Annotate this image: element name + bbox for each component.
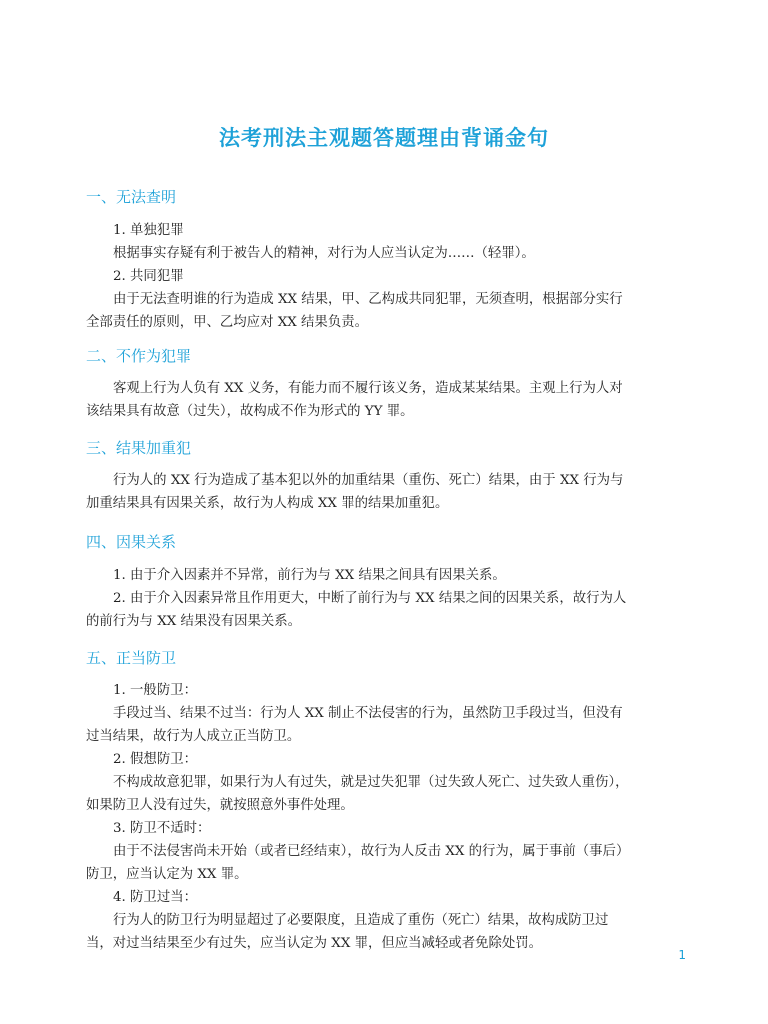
section-5-line-2: 手段过当、结果不过当：行为人 XX 制止不法侵害的行为，虽然防卫手段过当，但没有 (113, 706, 623, 721)
section-5-line-6: 如果防卫人没有过失，就按照意外事件处理。 (86, 798, 354, 813)
section-5-line-11: 行为人的防卫行为明显超过了必要限度，且造成了重伤（死亡）结果，故构成防卫过 (113, 913, 609, 928)
section-1-line-5: 全部责任的原则，甲、乙均应对 XX 结果负责。 (86, 315, 368, 330)
section-heading-3: 三、结果加重犯 (86, 439, 192, 457)
section-1-line-4: 由于无法查明谁的行为造成 XX 结果，甲、乙构成共同犯罪，无须查明，根据部分实行 (113, 292, 623, 307)
section-5-line-3: 过当结果，故行为人成立正当防卫。 (86, 729, 301, 744)
section-heading-5: 五、正当防卫 (86, 649, 177, 667)
section-1-line-2: 根据事实存疑有利于被告人的精神，对行为人应当认定为……（轻罪）。 (113, 246, 535, 261)
section-body-3 (86, 469, 686, 515)
section-body-4 (86, 564, 686, 633)
section-heading-4: 四、因果关系 (86, 533, 177, 551)
page-title: 法考刑法主观题答题理由背诵金句 (219, 126, 549, 150)
section-5-line-5: 不构成故意犯罪，如果行为人有过失，就是过失犯罪（过失致人死亡、过失致人重伤）， (113, 775, 629, 790)
section-4-line-2: 2. 由于介入因素异常且作用更大，中断了前行为与 XX 结果之间的因果关系，故行为人 (113, 591, 627, 606)
section-3-line-1: 行为人的 XX 行为造成了基本犯以外的加重结果（重伤、死亡）结果，由于 XX 行为与 (113, 473, 624, 488)
section-2-line-1: 客观上行为人负有 XX 义务，有能力而不履行该义务，造成某某结果。主观上行为人对 (113, 381, 623, 396)
section-5-line-8: 由于不法侵害尚未开始（或者已经结束），故行为人反击 XX 的行为，属于事前（事后） (113, 844, 630, 859)
section-heading-2: 二、不作为犯罪 (86, 347, 192, 365)
section-2-line-2: 该结果具有故意（过失），故构成不作为形式的 YY 罪。 (86, 404, 414, 419)
section-heading-1: 一、无法查明 (86, 188, 177, 206)
section-1-line-1: 1. 单独犯罪 (113, 223, 184, 238)
section-5-line-1: 1. 一般防卫： (113, 683, 197, 698)
section-5-line-12: 当，对过当结果至少有过失，应当认定为 XX 罪，但应当减轻或者免除处罚。 (86, 936, 543, 951)
page-number: 1 (678, 948, 686, 962)
section-5-line-7: 3. 防卫不适时： (113, 821, 211, 836)
section-3-line-2: 加重结果具有因果关系，故行为人构成 XX 罪的结果加重犯。 (86, 496, 449, 511)
section-4-line-1: 1. 由于介入因素并不异常，前行为与 XX 结果之间具有因果关系。 (113, 568, 506, 583)
section-5-line-10: 4. 防卫过当： (113, 890, 197, 905)
section-body-5 (86, 679, 686, 955)
section-5-line-9: 防卫，应当认定为 XX 罪。 (86, 867, 248, 882)
section-body-2 (86, 377, 686, 423)
section-1-line-3: 2. 共同犯罪 (113, 269, 184, 284)
section-body-1 (86, 219, 686, 334)
section-5-line-4: 2. 假想防卫： (113, 752, 197, 767)
section-4-line-3: 的前行为与 XX 结果没有因果关系。 (86, 614, 302, 629)
